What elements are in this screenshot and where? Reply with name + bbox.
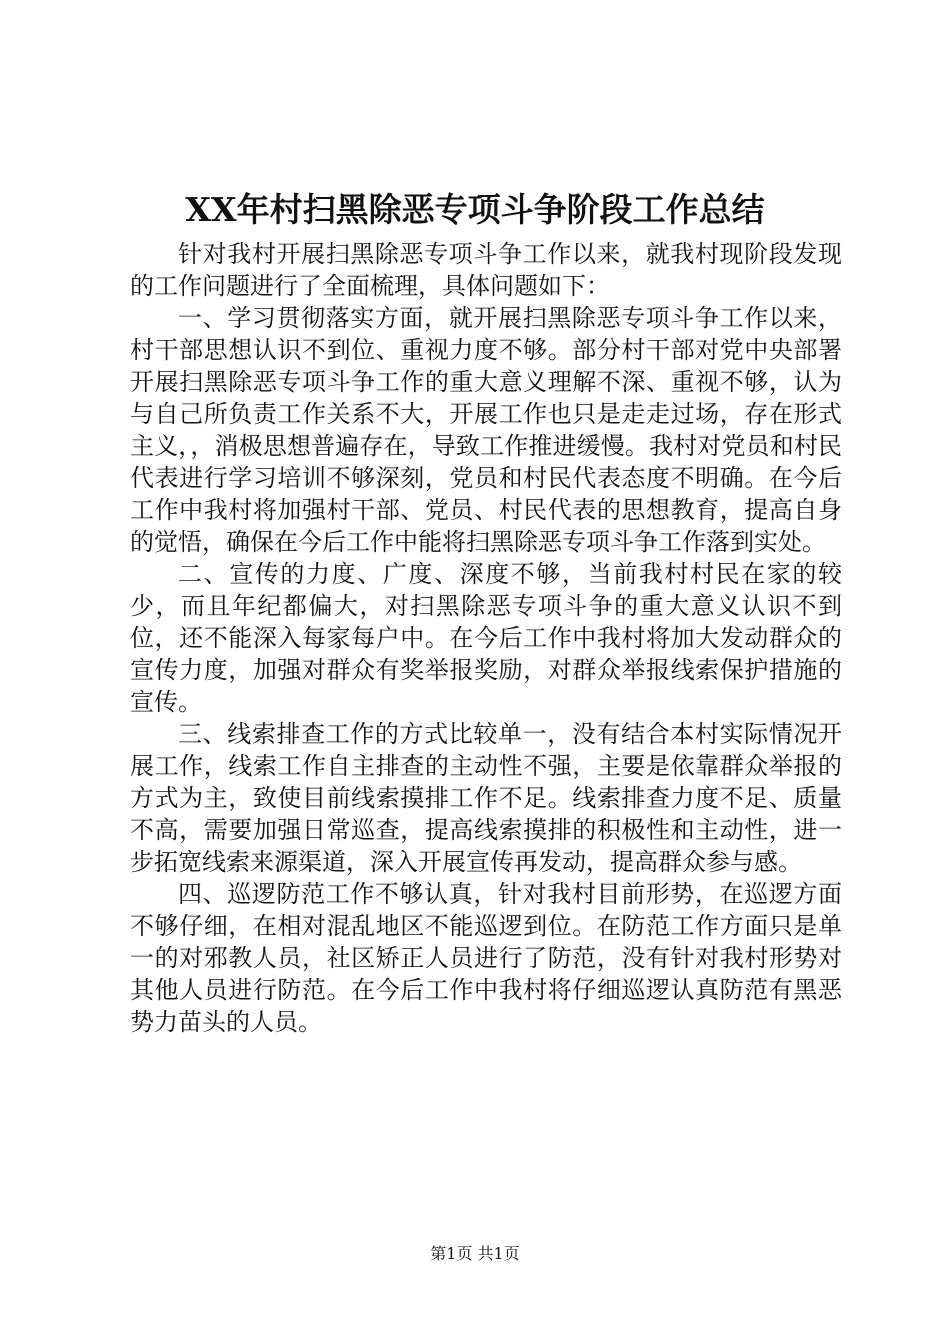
page-footer: 第1页 共1页 bbox=[430, 1244, 520, 1263]
intro-paragraph: 针对我村开展扫黑除恶专项斗争工作以来，就我村现阶段发现的工作问题进行了全面梳理，具体问题如下： bbox=[130, 240, 842, 300]
paragraph-section-4: 四、巡逻防范工作不够认真，针对我村目前形势，在巡逻方面不够仔细，在相对混乱地区不能巡逻到位。在防范工作方面只是单一的对邪教人员，社区矫正人员进行了防范，没有针对我村形势对其他人员进行防范。在今后工作中我村将仔细巡逻认真防范有黑恶势力苗头的人员。 bbox=[130, 880, 842, 1036]
paragraph-section-3: 三、线索排查工作的方式比较单一，没有结合本村实际情况开展工作，线索工作自主排查的主动性不强，主要是依靠群众举报的方式为主，致使目前线索摸排工作不足。线索排查力度不足、质量不高，需要加强日常巡查，提高线索摸排的积极性和主动性，进一步拓宽线索来源渠道，深入开展宣传再发动，提高群众参与感。 bbox=[130, 720, 842, 876]
paragraph-section-1: 一、学习贯彻落实方面，就开展扫黑除恶专项斗争工作以来，村干部思想认识不到位、重视力度不够。部分村干部对党中央部署开展扫黑除恶专项斗争工作的重大意义理解不深、重视不够，认为与自己所负责工作关系不大，开展工作也只是走走过场，存在形式主义，，消极思想普遍存在，导致工作推进缓慢。我村对党员和村民代表进行学习培训不够深刻，党员和村民代表态度不明确。在今后工作中我村将加强村干部、党员、村民代表的思想教育，提高自身的觉悟，确保在今后工作中能将扫黑除恶专项斗争工作落到实处。 bbox=[130, 304, 842, 556]
paragraph-section-2: 二、宣传的力度、广度、深度不够，当前我村村民在家的较少，而且年纪都偏大，对扫黑除恶专项斗争的重大意义认识不到位，还不能深入每家每户中。在今后工作中我村将加大发动群众的宣传力度，加强对群众有奖举报奖励，对群众举报线索保护措施的宣传。 bbox=[130, 560, 842, 716]
document-title: XX年村扫黑除恶专项斗争阶段工作总结 bbox=[185, 190, 765, 229]
document-body bbox=[130, 238, 842, 1038]
